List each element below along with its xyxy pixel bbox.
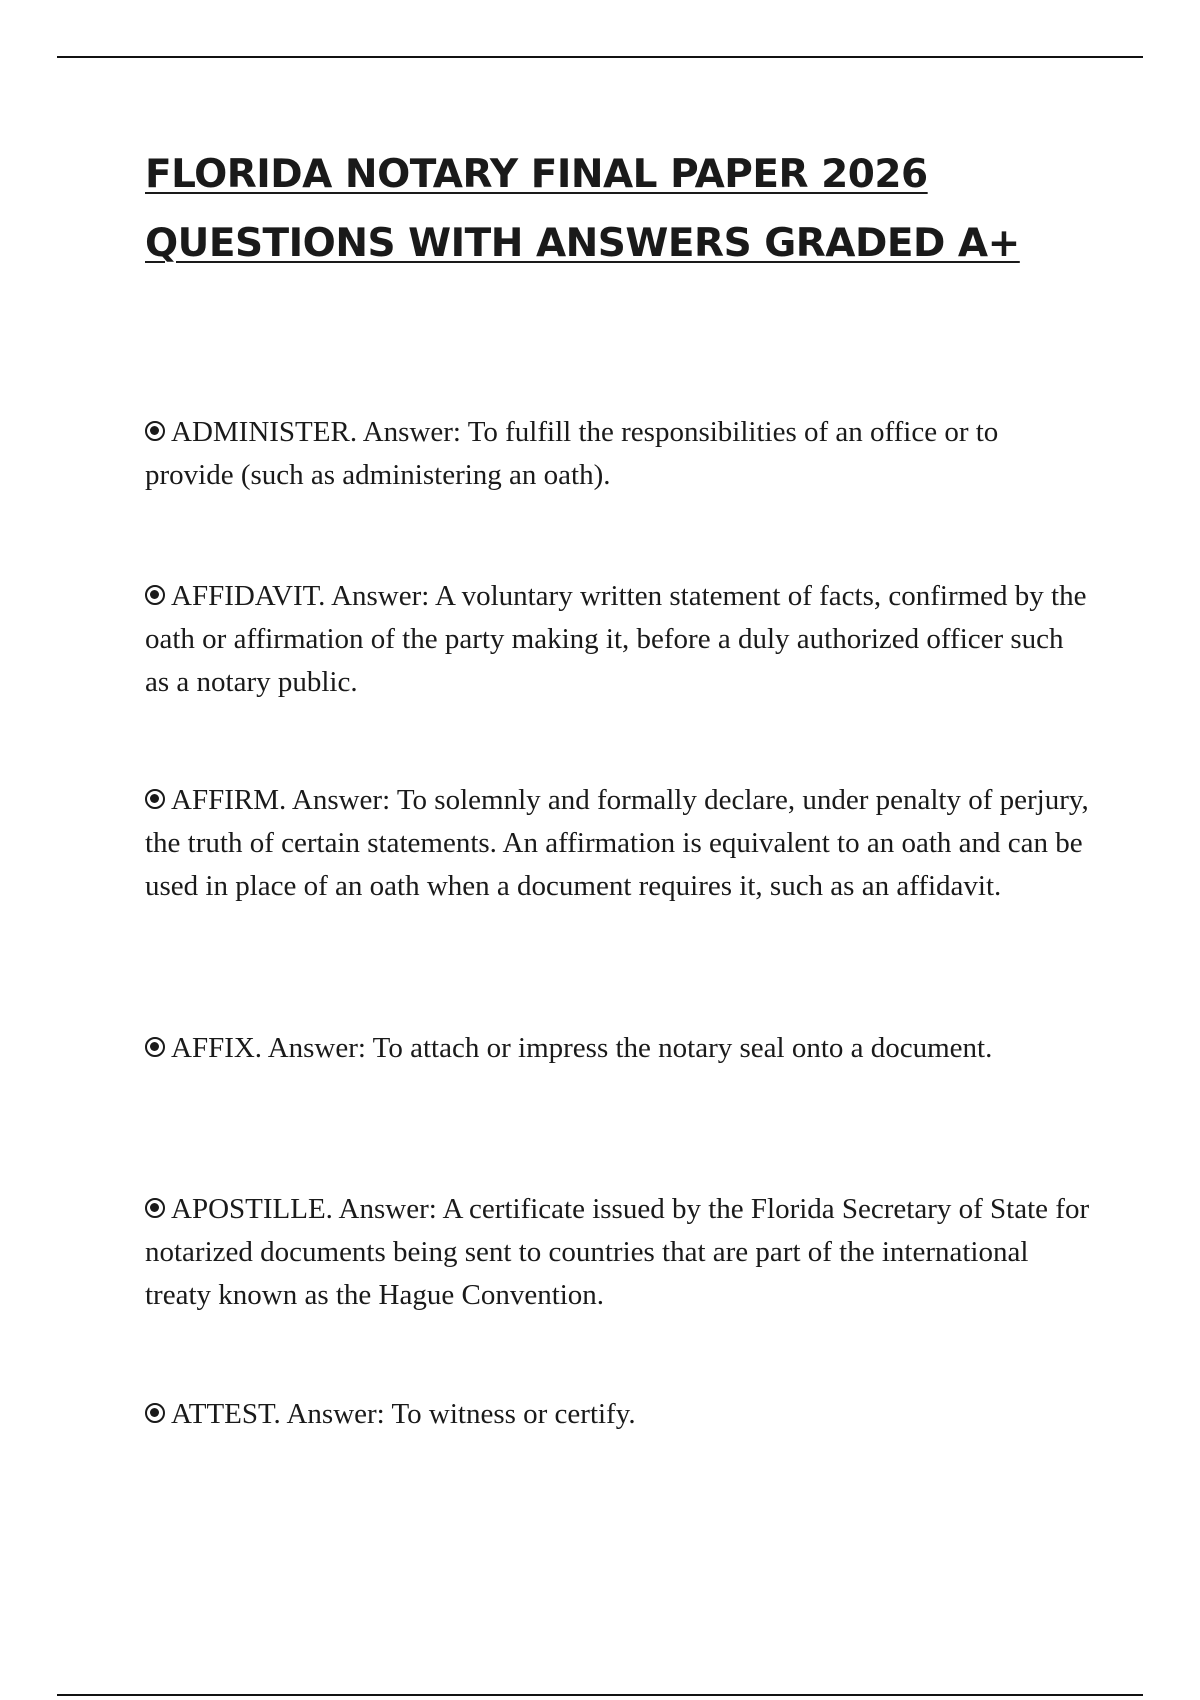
title-line-2: QUESTIONS WITH ANSWERS GRADED A+ [145,221,1020,266]
entry-text: AFFIRM. Answer: To solemnly and formally declare, under penalty of perjury, the truth of certain statements. An affirmation is equivalent to an oath and can be used in place of an oath when a document requires it, such as an affidavit. [145,784,1089,902]
entry-text: AFFIX. Answer: To attach or impress the notary seal onto a document. [171,1032,993,1064]
radio-bullet-icon [145,1403,165,1423]
entry-text: ADMINISTER. Answer: To fulfill the responsibilities of an office or to provide (such as administering an oath). [145,416,999,491]
radio-bullet-icon [145,421,165,441]
title-line-1: FLORIDA NOTARY FINAL PAPER 2026 [145,152,928,197]
bottom-rule [57,1694,1143,1696]
list-item [145,1027,1090,1070]
document-title [145,140,1105,278]
radio-bullet-icon [145,585,165,605]
list-item [145,411,1090,497]
list-item [145,779,1090,908]
entry-text: ATTEST. Answer: To witness or certify. [171,1398,636,1430]
radio-bullet-icon [145,789,165,809]
list-item [145,1188,1090,1317]
entry-text: AFFIDAVIT. Answer: A voluntary written statement of facts, confirmed by the oath or affirmation of the party making it, before a duly authorized officer such as a notary public. [145,580,1087,698]
entry-text: APOSTILLE. Answer: A certificate issued by the Florida Secretary of State for notarized documents being sent to countries that are part of the international treaty known as the Hague Convention. [145,1193,1090,1311]
radio-bullet-icon [145,1037,165,1057]
top-rule [57,56,1143,58]
list-item [145,1393,1090,1436]
radio-bullet-icon [145,1198,165,1218]
list-item [145,575,1090,704]
